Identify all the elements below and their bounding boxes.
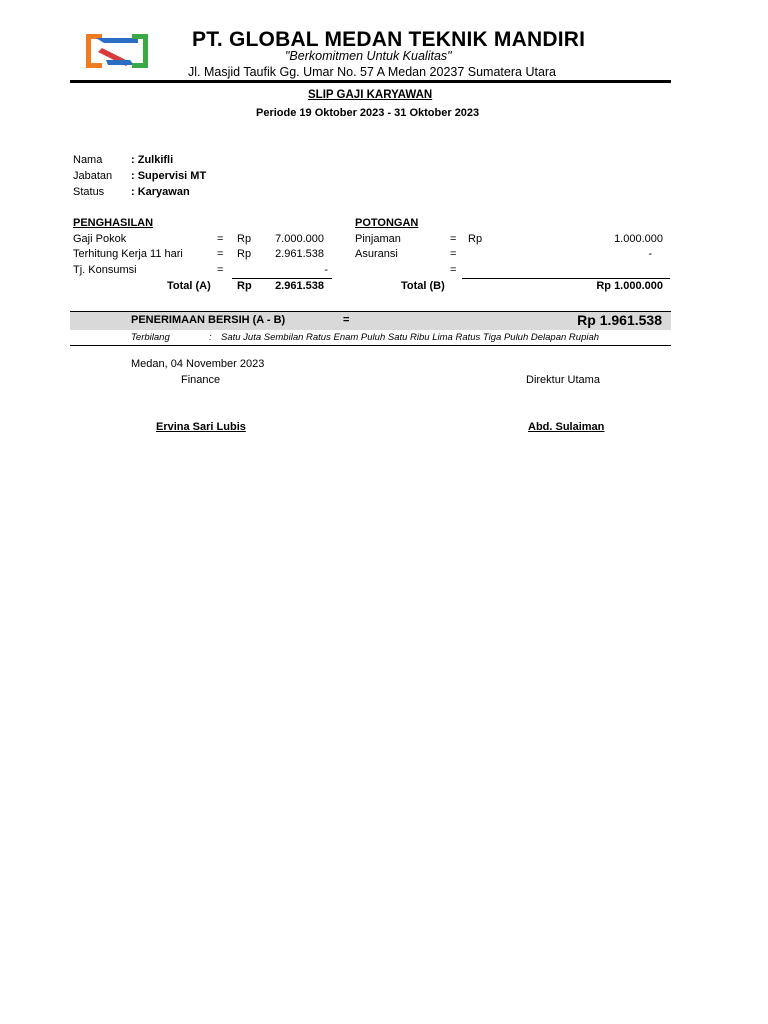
income-total-amount: 2.961.538: [275, 280, 324, 292]
slip-period: Periode 19 Oktober 2023 - 31 Oktober 2023: [256, 107, 480, 119]
income-row-amount: 7.000.000: [275, 233, 324, 245]
income-total-label: Total (A): [167, 280, 211, 292]
deduction-row-eq: =: [450, 264, 457, 276]
deduction-row-eq: =: [450, 233, 457, 245]
name-label: Nama: [73, 154, 103, 166]
income-row-label: Tj. Konsumsi: [73, 264, 137, 276]
amount-in-words: Satu Juta Sembilan Ratus Enam Puluh Satu Ribu Lima Ratus Tiga Puluh Delapan Rupiah: [221, 332, 600, 343]
deduction-row-amount: -: [648, 248, 652, 260]
net-pay-eq: =: [343, 314, 350, 326]
income-row-label: Terhitung Kerja 11 hari: [73, 248, 183, 260]
director-signatory-name: Abd. Sulaiman: [528, 421, 605, 433]
company-tagline: "Berkomitmen Untuk Kualitas": [285, 49, 452, 63]
status-label: Status: [73, 186, 105, 198]
status-value: : Karyawan: [131, 186, 190, 198]
income-row-amount: -: [324, 264, 328, 276]
income-row-amount: 2.961.538: [275, 248, 324, 260]
logo-blue-stroke-2: [106, 60, 134, 65]
income-heading: PENGHASILAN: [73, 217, 154, 229]
deduction-total-amount: Rp 1.000.000: [596, 280, 663, 292]
place-date: Medan, 04 November 2023: [131, 358, 265, 370]
deduction-total-label: Total (B): [401, 280, 445, 292]
income-row-eq: =: [217, 233, 224, 245]
amount-in-words-label: Terbilang: [131, 332, 170, 343]
finance-role: Finance: [181, 374, 221, 386]
income-row-label: Gaji Pokok: [73, 233, 127, 245]
header-divider: [70, 80, 671, 83]
position-label: Jabatan: [73, 170, 113, 182]
net-pay-amount: Rp 1.961.538: [577, 312, 662, 328]
slip-title: SLIP GAJI KARYAWAN: [308, 89, 433, 101]
deduction-row-eq: =: [450, 248, 457, 260]
position-value: : Supervisi MT: [131, 170, 207, 182]
net-pay-label: PENERIMAAN BERSIH (A - B): [131, 314, 286, 326]
logo-blue-stroke: [96, 38, 138, 43]
company-logo: [82, 30, 152, 72]
director-role: Direktur Utama: [526, 374, 600, 386]
deduction-row-label: Asuransi: [355, 248, 398, 260]
income-total-currency: Rp: [237, 280, 252, 292]
income-row-currency: Rp: [237, 233, 252, 245]
income-row-eq: =: [217, 248, 224, 260]
company-address: Jl. Masjid Taufik Gg. Umar No. 57 A Medan 20237 Sumatera Utara: [188, 65, 557, 79]
name-value: : Zulkifli: [131, 154, 174, 166]
income-row-eq: =: [217, 264, 224, 276]
company-name: PT. GLOBAL MEDAN TEKNIK MANDIRI: [192, 28, 586, 51]
amount-in-words-colon: :: [209, 332, 212, 343]
deduction-row-label: Pinjaman: [355, 233, 401, 245]
finance-signatory-name: Ervina Sari Lubis: [156, 421, 246, 433]
deduction-row-currency: Rp: [468, 233, 483, 245]
deductions-heading: POTONGAN: [355, 217, 419, 229]
deduction-row-amount: 1.000.000: [614, 233, 663, 245]
deduction-total-rule: [462, 278, 670, 279]
income-total-rule: [232, 278, 332, 279]
income-row-currency: Rp: [237, 248, 252, 260]
